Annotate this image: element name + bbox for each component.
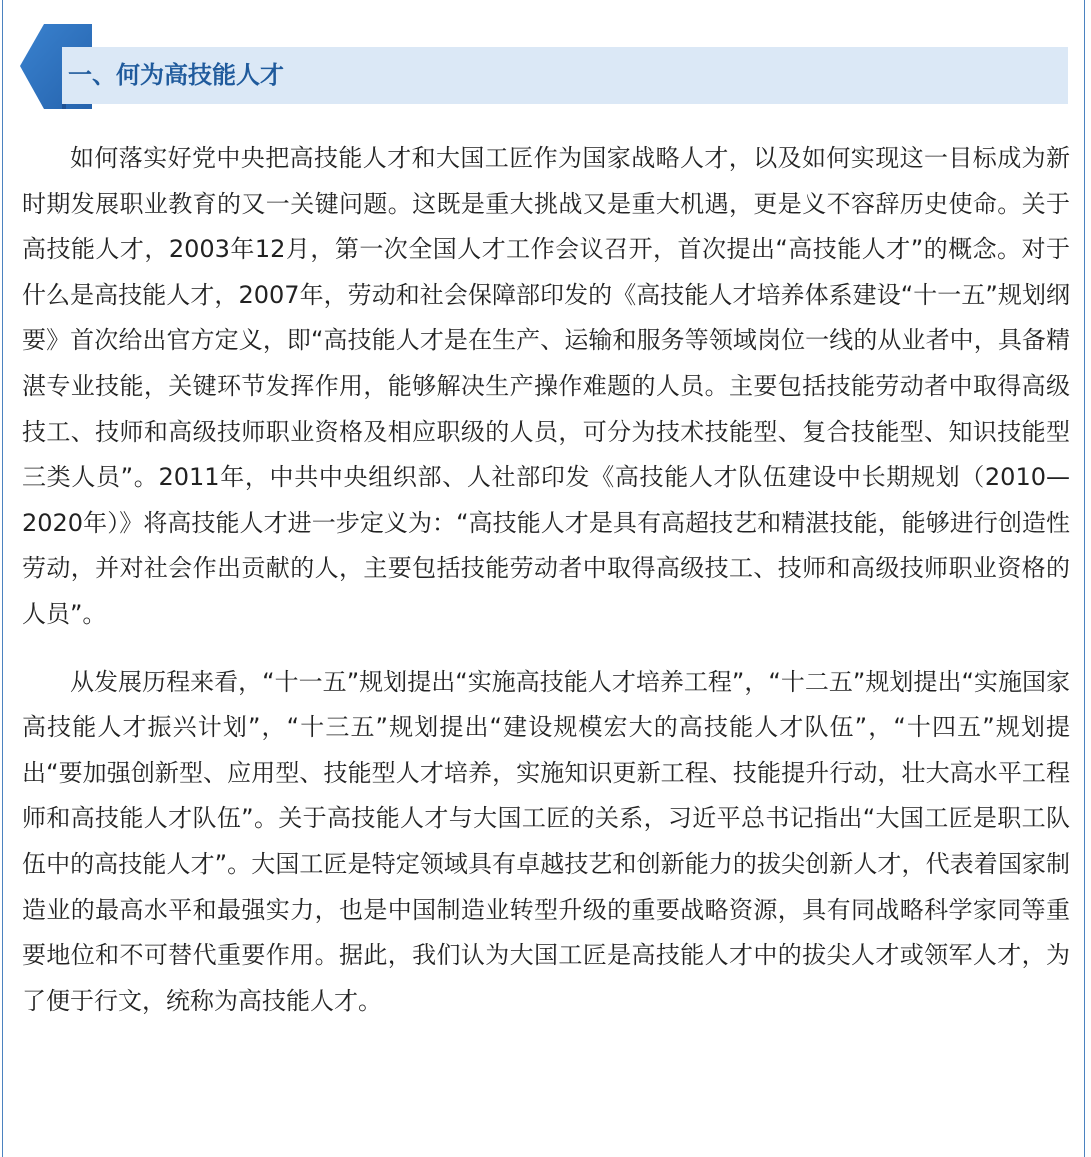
section-title: 一、何为高技能人才 [68,61,284,89]
paragraph-definition: 如何落实好党中央把高技能人才和大国工匠作为国家战略人才，以及如何实现这一目标成为新时期发展职业教育的又一关键问题。这既是重大挑战又是重大机遇，更是义不容辞历史使命。关于高技能人才，2003年12月，第一次全国人才工作会议召开，首次提出“高技能人才”的概念。对于什么是高技能人才，2007年，劳动和社会保障部印发的《高技能人才培养体系建设“十一五”规划纲要》首次给出官方定义，即“高技能人才是在生产、运输和服务等领域岗位一线的从业者中，具备精湛专业技能，关键环节发挥作用，能够解决生产操作难题的人员。主要包括技能劳动者中取得高级技工、技师和高级技师职业资格及相应职级的人员，可分为技术技能型、复合技能型、知识技能型三类人员”。2011年，中共中央组织部、人社部印发《高技能人才队伍建设中长期规划（2010—2020年）》将高技能人才进一步定义为：“高技能人才是具有高超技艺和精湛技能，能够进行创造性劳动，并对社会作出贡献的人，主要包括技能劳动者中取得高级技工、技师和高级技师职业资格的人员”。 [22,144,1070,628]
paragraph-history: 从发展历程来看，“十一五”规划提出“实施高技能人才培养工程”，“十二五”规划提出“实施国家高技能人才振兴计划”，“十三五”规划提出“建设规模宏大的高技能人才队伍”，“十四五”规划提出“要加强创新型、应用型、技能型人才培养，实施知识更新工程、技能提升行动，壮大高水平工程师和高技能人才队伍”。关于高技能人才与大国工匠的关系，习近平总书记指出“大国工匠是职工队伍中的高技能人才”。大国工匠是特定领域具有卓越技艺和创新能力的拔尖创新人才，代表着国家制造业的最高水平和最强实力，也是中国制造业转型升级的重要战略资源，具有同战略科学家同等重要地位和不可替代重要作用。据此，我们认为大国工匠是高技能人才中的拔尖人才或领军人才，为了便于行文，统称为高技能人才。 [22,667,1070,1015]
section-header [20,24,1070,109]
article-body [22,136,1070,1024]
